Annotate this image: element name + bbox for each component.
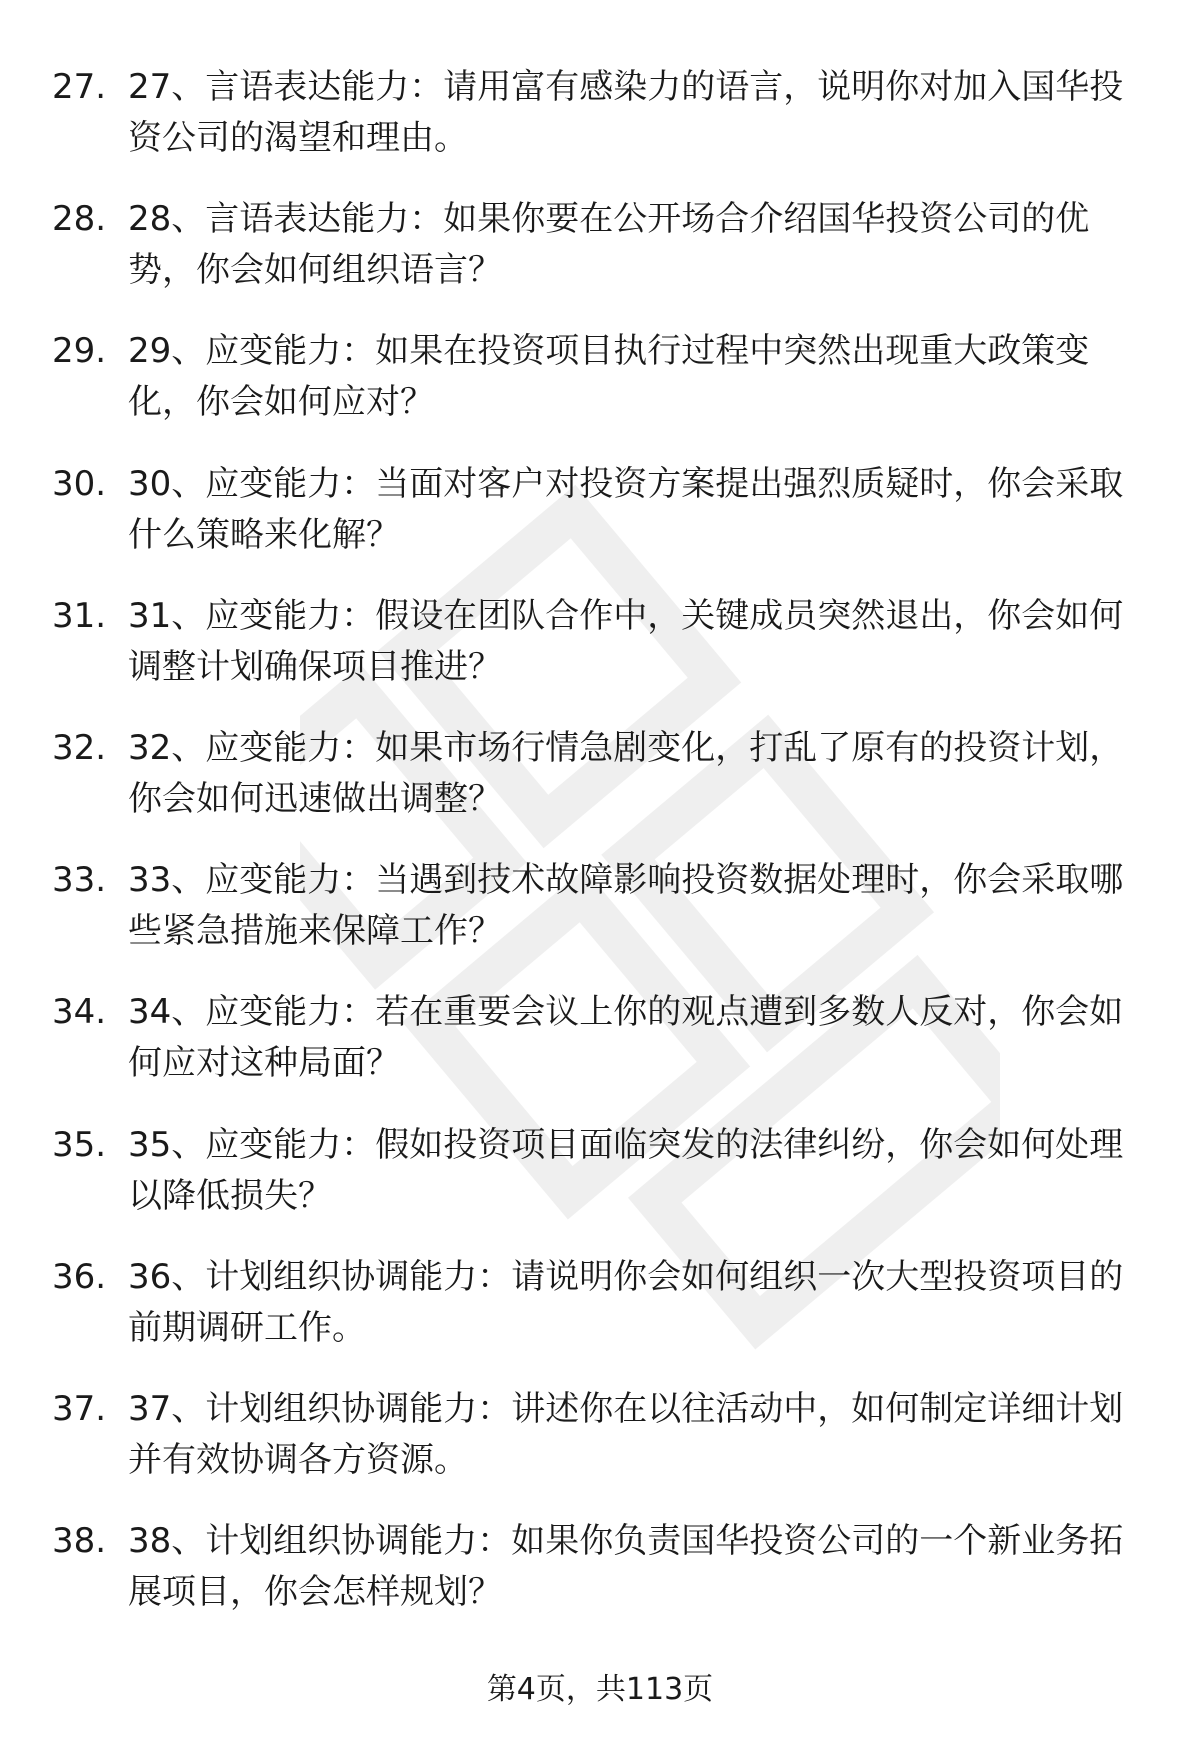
- page-footer: [0, 1670, 1200, 1710]
- question-text: 29、应变能力：如果在投资项目执行过程中突然出现重大政策变化，你会如何应对？: [128, 331, 1090, 423]
- question-number: 38.: [52, 1521, 107, 1562]
- question-number: 29.: [52, 331, 107, 372]
- question-text: 36、计划组织协调能力：请说明你会如何组织一次大型投资项目的前期调研工作。: [128, 1256, 1124, 1348]
- list-item: [52, 1384, 1148, 1486]
- question-number: 31.: [52, 595, 107, 636]
- list-item: [52, 326, 1148, 428]
- question-number: 30.: [52, 463, 107, 504]
- question-number: 27.: [52, 67, 107, 107]
- question-text: 28、言语表达能力：如果你要在公开场合介绍国华投资公司的优势，你会如何组织语言？: [128, 199, 1090, 291]
- list-item: [52, 723, 1148, 825]
- question-number: 28.: [52, 199, 107, 240]
- question-text: 31、应变能力：假设在团队合作中，关键成员突然退出，你会如何调整计划确保项目推进？: [128, 595, 1124, 687]
- question-number: 37.: [52, 1388, 107, 1429]
- question-number: 35.: [52, 1124, 107, 1165]
- question-number: 34.: [52, 992, 107, 1033]
- question-number: 33.: [52, 860, 107, 901]
- question-text: 37、计划组织协调能力：讲述你在以往活动中，如何制定详细计划并有效协调各方资源。: [128, 1388, 1124, 1480]
- list-item: [52, 1516, 1148, 1618]
- list-item: [52, 591, 1148, 693]
- question-text: 34、应变能力：若在重要会议上你的观点遭到多数人反对，你会如何应对这种局面？: [128, 992, 1124, 1084]
- list-item: [52, 62, 1148, 164]
- list-item: [52, 987, 1148, 1089]
- question-text: 38、计划组织协调能力：如果你负责国华投资公司的一个新业务拓展项目，你会怎样规划？: [128, 1521, 1124, 1613]
- list-item: [52, 194, 1148, 296]
- question-list: [52, 62, 1148, 1648]
- question-number: 32.: [52, 727, 107, 768]
- page-number-label: 第4页，共113页: [486, 1672, 714, 1707]
- question-text: 27、言语表达能力：请用富有感染力的语言，说明你对加入国华投资公司的渴望和理由。: [128, 67, 1124, 158]
- question-text: 35、应变能力：假如投资项目面临突发的法律纠纷，你会如何处理以降低损失？: [128, 1124, 1124, 1216]
- question-text: 33、应变能力：当遇到技术故障影响投资数据处理时，你会采取哪些紧急措施来保障工作？: [128, 860, 1124, 952]
- list-item: [52, 855, 1148, 957]
- question-text: 32、应变能力：如果市场行情急剧变化，打乱了原有的投资计划，你会如何迅速做出调整？: [128, 727, 1124, 819]
- list-item: [52, 459, 1148, 561]
- question-number: 36.: [52, 1256, 107, 1297]
- list-item: [52, 1252, 1148, 1354]
- question-text: 30、应变能力：当面对客户对投资方案提出强烈质疑时，你会采取什么策略来化解？: [128, 463, 1124, 555]
- list-item: [52, 1120, 1148, 1222]
